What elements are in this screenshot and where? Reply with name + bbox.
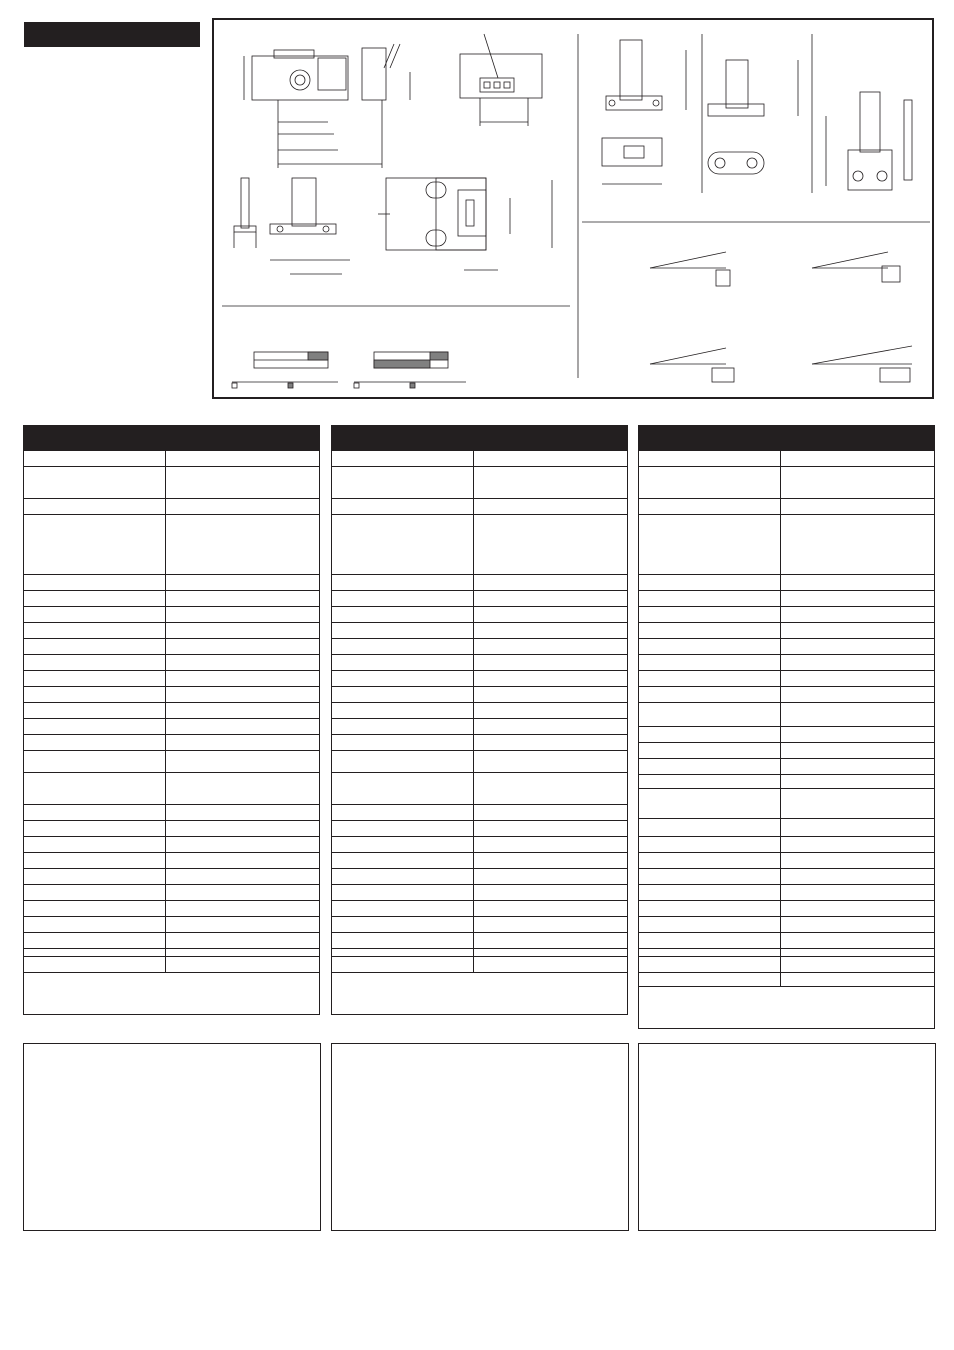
table-row-divider — [332, 750, 627, 751]
table-row-divider — [24, 654, 319, 655]
table-row-divider — [24, 932, 319, 933]
table-row-divider — [639, 836, 934, 837]
table-row-divider — [639, 622, 934, 623]
note-box-2 — [331, 1043, 629, 1231]
table-row-divider — [639, 986, 934, 987]
table-column-divider — [780, 450, 781, 986]
table-row-divider — [639, 590, 934, 591]
table-row-divider — [24, 852, 319, 853]
table-row-divider — [332, 956, 627, 957]
table-row-divider — [639, 742, 934, 743]
table-row-divider — [332, 868, 627, 869]
table-row-divider — [639, 788, 934, 789]
table-row-divider — [639, 670, 934, 671]
table-row-divider — [332, 772, 627, 773]
table-row-divider — [639, 758, 934, 759]
table-row-divider — [639, 574, 934, 575]
table-row-divider — [639, 702, 934, 703]
table-row-divider — [639, 868, 934, 869]
approach-diagrams — [650, 252, 912, 382]
table-row-divider — [24, 590, 319, 591]
table-row-divider — [332, 718, 627, 719]
spec-table-header — [332, 426, 627, 450]
table-row-divider — [24, 772, 319, 773]
table-row-divider — [332, 972, 627, 973]
actuator-type-a — [602, 40, 686, 184]
table-row-divider — [332, 670, 627, 671]
table-row-divider — [639, 818, 934, 819]
table-row-divider — [332, 916, 627, 917]
table-row-divider — [639, 852, 934, 853]
table-row-divider — [332, 836, 627, 837]
table-row-divider — [332, 638, 627, 639]
table-row-divider — [332, 514, 627, 515]
table-row-divider — [24, 670, 319, 671]
table-row-divider — [639, 884, 934, 885]
table-row-divider — [332, 900, 627, 901]
table-row-divider — [24, 956, 319, 957]
actuator-front-view — [270, 178, 350, 274]
spec-table-1 — [23, 425, 320, 1015]
table-row-divider — [639, 916, 934, 917]
table-row-divider — [639, 726, 934, 727]
table-row-divider — [332, 574, 627, 575]
actuator-side-view — [234, 178, 256, 248]
table-row-divider — [24, 466, 319, 467]
table-row-divider — [639, 774, 934, 775]
table-row-divider — [24, 734, 319, 735]
table-row-divider — [639, 956, 934, 957]
spec-table-header — [24, 426, 319, 450]
color-legend-bars — [232, 352, 466, 388]
table-row-divider — [24, 702, 319, 703]
table-row-divider — [639, 638, 934, 639]
spec-table-2 — [331, 425, 628, 1015]
table-row-divider — [24, 686, 319, 687]
table-row-divider — [24, 868, 319, 869]
table-row-divider — [332, 884, 627, 885]
table-row-divider — [24, 804, 319, 805]
switch-mounting-view — [378, 178, 552, 270]
table-row-divider — [639, 654, 934, 655]
title-block — [24, 22, 200, 47]
note-box-3 — [638, 1043, 936, 1231]
table-row-divider — [332, 450, 627, 451]
table-row-divider — [24, 574, 319, 575]
table-row-divider — [332, 820, 627, 821]
table-row-divider — [24, 900, 319, 901]
note-box-1 — [23, 1043, 321, 1231]
table-row-divider — [332, 654, 627, 655]
table-row-divider — [332, 498, 627, 499]
switch-front-view — [244, 44, 410, 168]
table-row-divider — [332, 702, 627, 703]
table-row-divider — [332, 948, 627, 949]
spec-table-3 — [638, 425, 935, 1029]
table-row-divider — [639, 900, 934, 901]
table-row-divider — [24, 836, 319, 837]
table-row-divider — [332, 686, 627, 687]
table-row-divider — [639, 606, 934, 607]
actuator-type-b — [708, 60, 798, 174]
table-column-divider — [473, 450, 474, 972]
table-row-divider — [24, 622, 319, 623]
table-row-divider — [639, 932, 934, 933]
table-row-divider — [24, 972, 319, 973]
table-row-divider — [639, 514, 934, 515]
table-row-divider — [332, 590, 627, 591]
table-row-divider — [332, 734, 627, 735]
table-row-divider — [24, 750, 319, 751]
actuator-type-c — [826, 92, 912, 190]
table-column-divider — [165, 450, 166, 972]
table-row-divider — [639, 972, 934, 973]
switch-top-view — [460, 34, 542, 126]
table-row-divider — [332, 466, 627, 467]
table-row-divider — [24, 450, 319, 451]
table-row-divider — [24, 514, 319, 515]
spec-table-header — [639, 426, 934, 450]
table-row-divider — [24, 638, 319, 639]
table-row-divider — [24, 916, 319, 917]
technical-drawings — [214, 20, 936, 401]
table-row-divider — [24, 884, 319, 885]
table-row-divider — [639, 948, 934, 949]
table-row-divider — [332, 804, 627, 805]
table-row-divider — [639, 686, 934, 687]
table-row-divider — [332, 606, 627, 607]
table-row-divider — [332, 622, 627, 623]
table-row-divider — [24, 606, 319, 607]
dimension-drawings-frame — [212, 18, 934, 399]
table-row-divider — [639, 450, 934, 451]
table-row-divider — [24, 718, 319, 719]
table-row-divider — [332, 932, 627, 933]
table-row-divider — [639, 466, 934, 467]
table-row-divider — [24, 948, 319, 949]
table-row-divider — [24, 820, 319, 821]
table-row-divider — [24, 498, 319, 499]
table-row-divider — [639, 498, 934, 499]
table-row-divider — [332, 852, 627, 853]
